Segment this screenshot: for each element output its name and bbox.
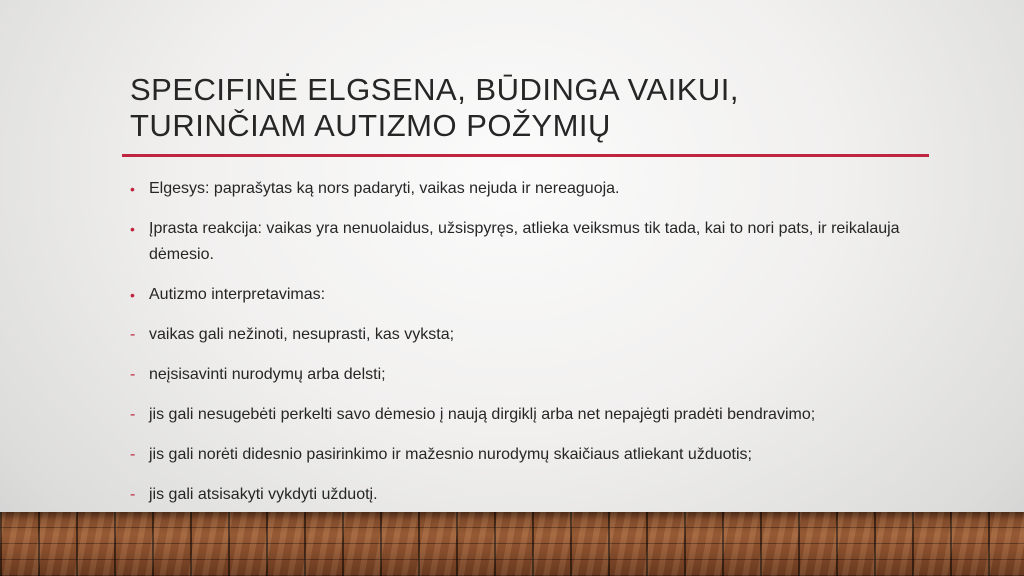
dash-marker: -	[130, 366, 136, 383]
list-item-text: Elgesys: paprašytas ką nors padaryti, vaikas nejuda ir nereaguoja.	[149, 180, 620, 197]
list-item	[130, 442, 920, 468]
list-item	[130, 402, 920, 428]
wooden-floor-decoration	[0, 512, 1024, 576]
list-item-text: Įprasta reakcija: vaikas yra nenuolaidus, užsispyręs, atlieka veiksmus tik tada, kai to nori pats, ir reikalauja dėmesio.	[149, 220, 900, 263]
dash-marker: -	[130, 486, 136, 503]
title-divider	[122, 154, 929, 157]
list-item	[130, 282, 920, 308]
list-item	[130, 176, 920, 202]
list-item-text: jis gali norėti didesnio pasirinkimo ir mažesnio nurodymų skaičiaus atliekant užduotis;	[149, 446, 752, 463]
list-item-text: neįsisavinti nurodymų arba delsti;	[149, 366, 386, 383]
list-item	[130, 322, 920, 348]
list-item-text: jis gali nesugebėti perkelti savo dėmesio į naują dirgiklį arba net nepajėgti pradėti bendravimo;	[149, 406, 816, 423]
list-item-text: Autizmo interpretavimas:	[149, 286, 326, 303]
bullet-marker: •	[130, 181, 135, 197]
list-item	[130, 362, 920, 388]
dash-marker: -	[130, 326, 136, 343]
bullet-marker: •	[130, 221, 135, 237]
slide-title-line-2: TURINČIAM AUTIZMO POŽYMIŲ	[130, 108, 611, 143]
dash-marker: -	[130, 446, 136, 463]
slide-title	[130, 72, 930, 144]
list-item	[130, 216, 920, 268]
bullet-marker: •	[130, 287, 135, 303]
list-item-text: jis gali atsisakyti vykdyti užduotį.	[149, 486, 378, 503]
slide-content-list	[130, 176, 920, 522]
dash-marker: -	[130, 406, 136, 423]
slide-title-line-1: SPECIFINĖ ELGSENA, BŪDINGA VAIKUI,	[130, 72, 740, 107]
list-item-text: vaikas gali nežinoti, nesuprasti, kas vyksta;	[149, 326, 455, 343]
list-item	[130, 482, 920, 508]
